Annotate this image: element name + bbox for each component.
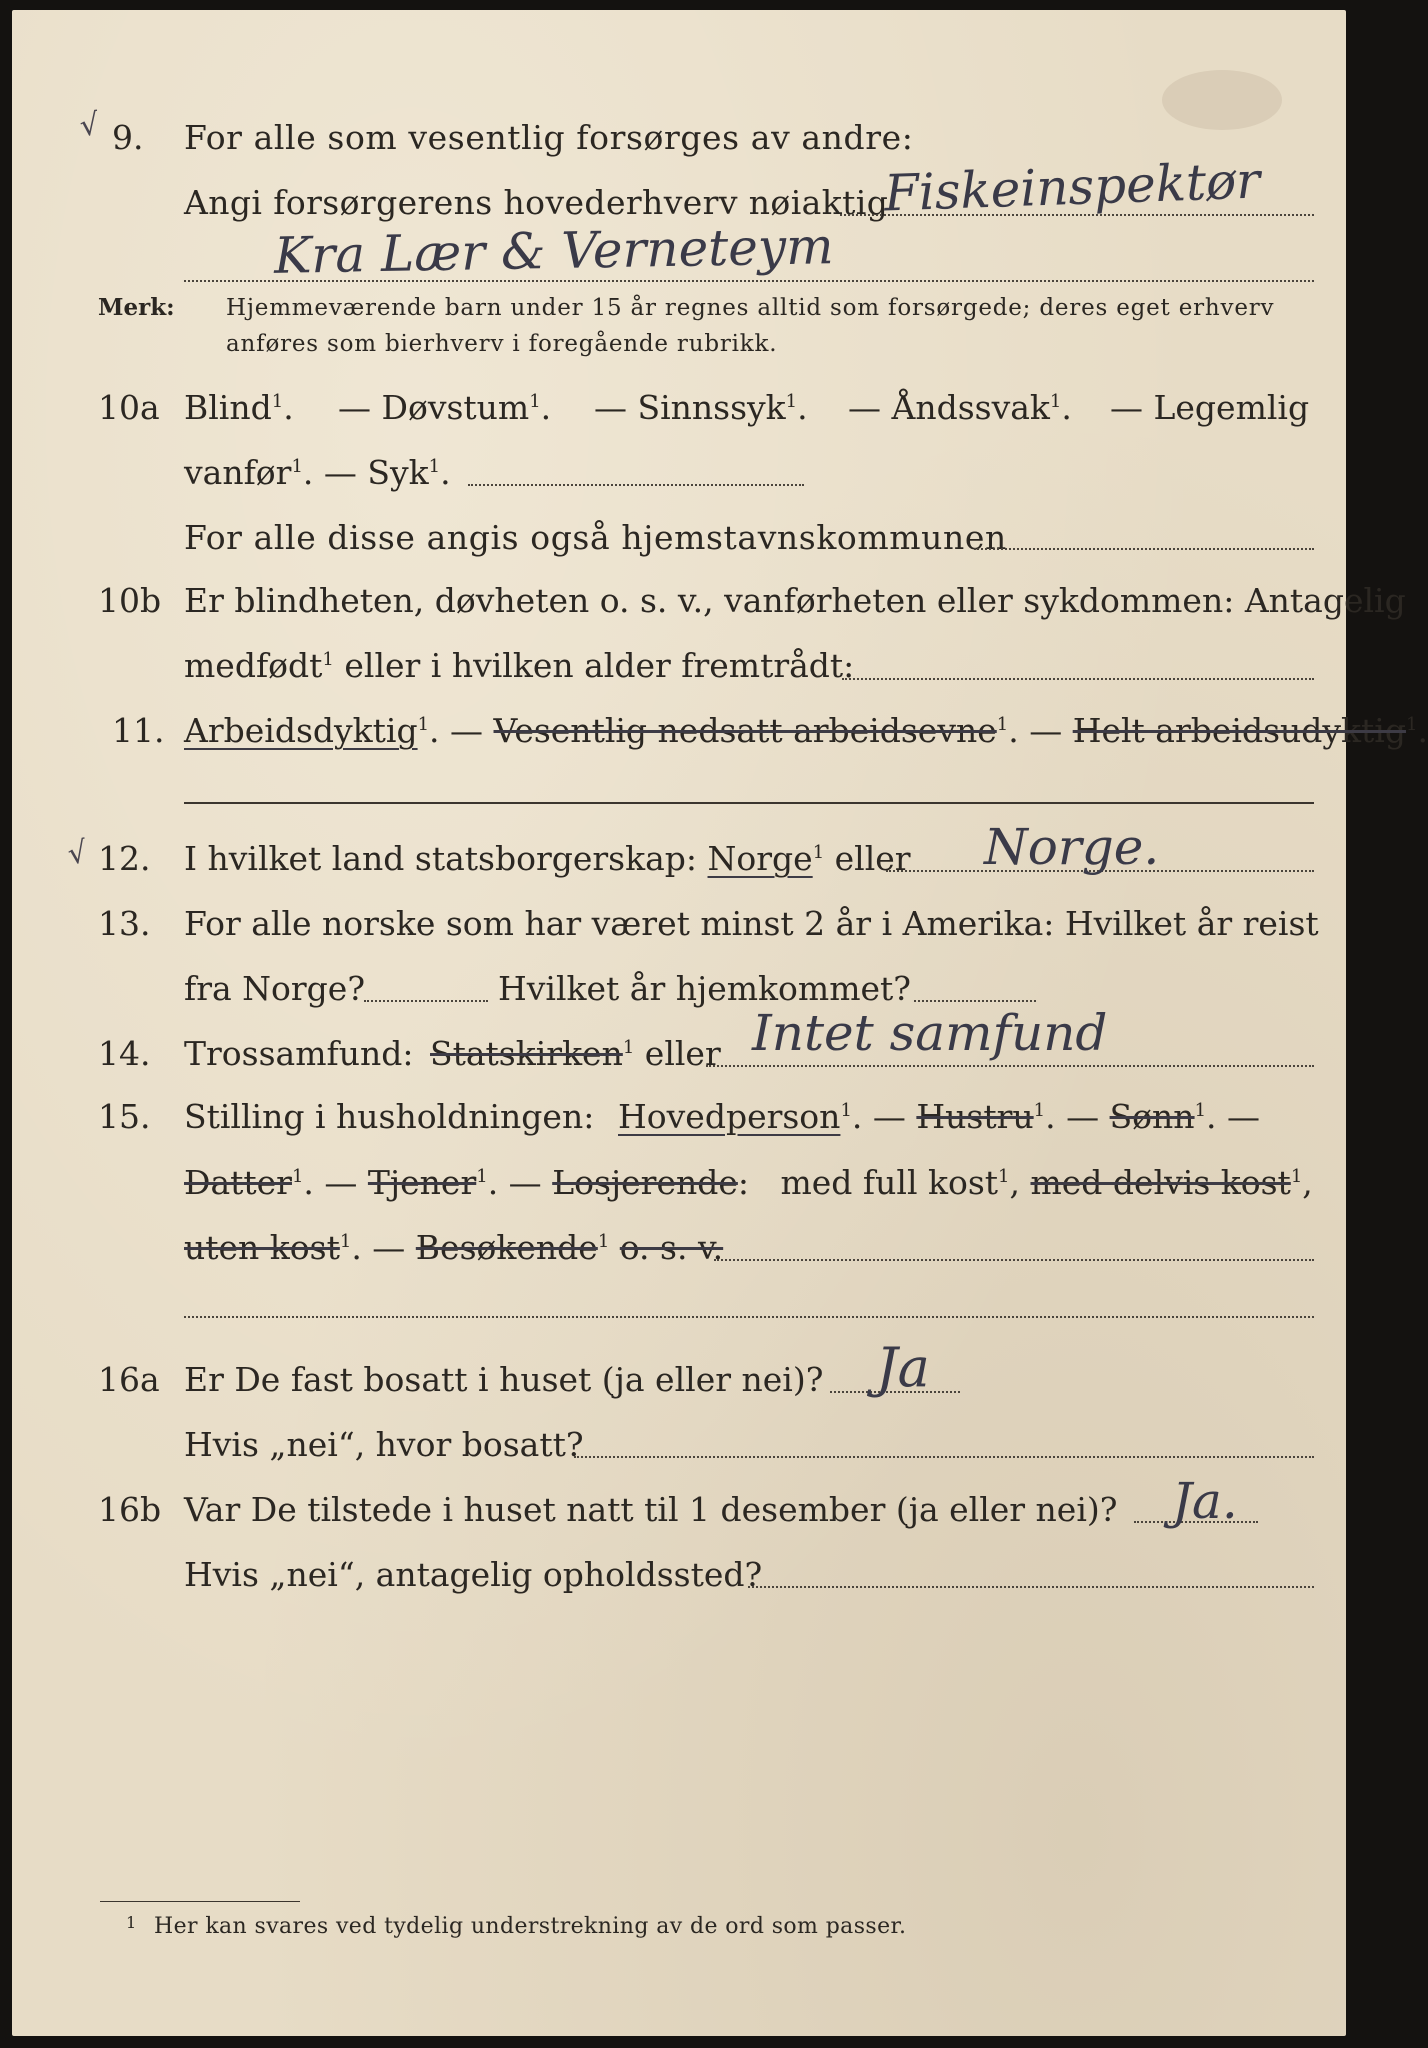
q15-line2-options: Datter$^1$. — Tjener$^1$. — Losjerende: med full kost$^1$, med delvis kost$^1$, [184, 1163, 1313, 1202]
census-form-page [12, 10, 1428, 2036]
q16a-handwritten-answer: Ja [876, 1336, 930, 1399]
q15-label: Stilling i husholdningen: [184, 1097, 595, 1136]
q11-options: Arbeidsdyktig$^1$. — Vesentlig nedsatt arbeidsevne$^1$. — Helt arbeidsudyktig$^1$. [184, 711, 1428, 750]
q9-handwritten-answer2: Kra Lær & Verneteym [273, 217, 834, 285]
q15-answer-line [714, 1259, 1314, 1261]
q11-nedsatt: Vesentlig nedsatt arbeidsevne [493, 711, 997, 750]
q12-handwritten-answer: Norge. [984, 818, 1160, 876]
check-mark-icon: √ [65, 834, 91, 873]
item-number-16b: 16b [98, 1490, 162, 1529]
footnote-text: Her kan svares ved tydelig understrekning av de ord som passer. [154, 1914, 907, 1939]
q13-line2b: Hvilket år hjemkommet? [498, 969, 911, 1008]
q14-option: Statskirken$^1$ eller [430, 1034, 721, 1073]
q16b-line2: Hvis „nei“, antagelig opholdssted? [184, 1555, 763, 1594]
q15-line3-options: uten kost$^1$. — Besøkende$^1$ o. s. v. [184, 1228, 724, 1267]
merk-line1: Hjemmeværende barn under 15 år regnes alltid som forsørgede; deres eget erhverv [226, 295, 1275, 321]
q15-line1-options: Hovedperson$^1$. — Hustru$^1$. — Sønn$^1$. — [618, 1097, 1260, 1136]
footnote-rule [100, 1901, 300, 1902]
q10a-sinnssyk: — Sinnssyk$^1$. [594, 388, 808, 427]
section-divider [184, 802, 1314, 804]
q9-handwritten-answer1: Fiskeinspektør [883, 151, 1261, 223]
q10a-legemlig: — Legemlig [1110, 388, 1310, 427]
q10a-andssvak: — Åndssvak$^1$. [848, 388, 1072, 427]
item-number-13: 13. [98, 904, 151, 943]
item-number-15: 15. [98, 1097, 151, 1136]
item-number-11: 11. [112, 711, 165, 750]
q10a-dovstum: — Døvstum$^1$. [338, 388, 552, 427]
merk-line2: anføres som bierhverv i foregående rubrikk. [226, 331, 778, 357]
merk-label: Merk: [98, 294, 175, 321]
q10a-vanfor: vanfør$^1$. — Syk$^1$. [184, 453, 451, 492]
item-number-14: 14. [98, 1034, 151, 1073]
item-number-16a: 16a [98, 1360, 160, 1399]
q10a-answer-line2 [974, 548, 1314, 550]
paper-stain [1162, 70, 1282, 130]
q16b-handwritten-answer: Ja. [1172, 1472, 1238, 1530]
q9-line1: For alle som vesentlig forsørges av andre: [184, 118, 914, 157]
q10b-line1: Er blindheten, døvheten o. s. v., vanførheten eller sykdommen: Antagelig [184, 581, 1406, 620]
item-number-12: 12. [98, 839, 151, 878]
q15-answer-line2 [184, 1316, 1314, 1318]
q13-answer-line1 [364, 1000, 488, 1002]
q10b-line2: medfødt$^1$ eller i hvilken alder fremtrådt: [184, 646, 855, 685]
q13-answer-line2 [914, 1000, 1036, 1002]
q10b-answer-line [842, 678, 1314, 680]
q16a-line2: Hvis „nei“, hvor bosatt? [184, 1425, 584, 1464]
q16a-line1: Er De fast bosatt i huset (ja eller nei)? [184, 1360, 824, 1399]
q10a-blind: Blind$^1$. [184, 388, 294, 427]
q14-handwritten-answer: Intet samfund [752, 1004, 1108, 1062]
q10a-answer-line1 [468, 484, 804, 486]
q16b-line1: Var De tilstede i huset natt til 1 desember (ja eller nei)? [184, 1490, 1118, 1529]
footnote-mark: 1 [126, 1913, 137, 1932]
q9-line2: Angi forsørgerens hovederhverv nøiaktig [184, 183, 889, 222]
q12-line: I hvilket land statsborgerskap: Norge$^1$ eller [184, 839, 911, 878]
q14-answer-line [706, 1065, 1314, 1067]
q11-helt-udyktig: Helt arbeidsudyktig [1072, 711, 1406, 750]
item-number-10b: 10b [98, 581, 162, 620]
item-number-10a: 10a [98, 388, 160, 427]
q11-arbeidsdyktig: Arbeidsdyktig [184, 711, 418, 750]
q10a-line3: For alle disse angis også hjemstavnskommunen [184, 518, 1007, 557]
q15-hovedperson: Hovedperson [618, 1097, 841, 1136]
q14-label: Trossamfund: [184, 1034, 414, 1073]
q13-line2a: fra Norge? [184, 969, 366, 1008]
q16a-answer-line2 [574, 1456, 1314, 1458]
q13-line1: For alle norske som har været minst 2 år i Amerika: Hvilket år reist [184, 904, 1319, 943]
item-number-9: 9. [112, 118, 144, 157]
q16b-answer-line2 [748, 1586, 1314, 1588]
check-mark-icon: √ [77, 106, 102, 145]
